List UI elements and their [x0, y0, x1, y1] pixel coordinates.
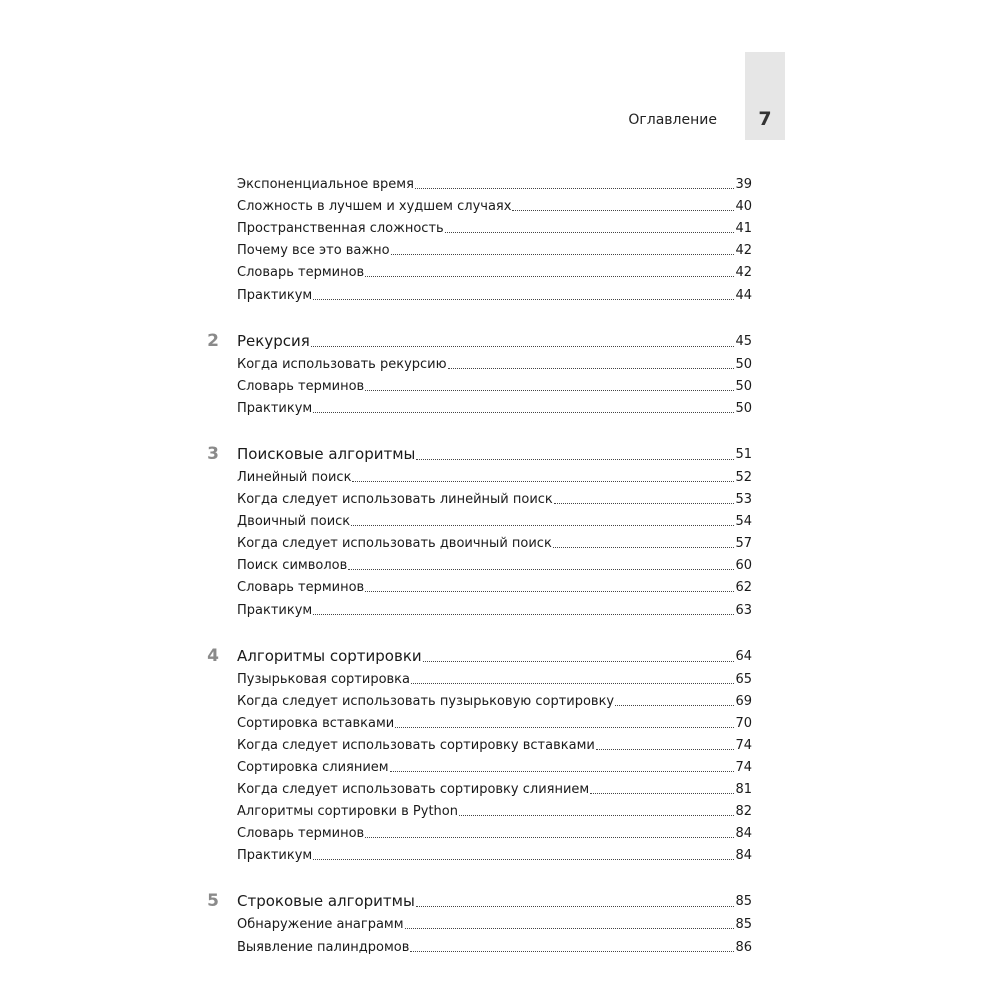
- toc-entry-page: 42: [735, 243, 752, 259]
- toc-entry-page: 39: [735, 177, 752, 193]
- dot-leader: [553, 547, 735, 548]
- toc-entry-page: 69: [735, 693, 752, 709]
- toc-entry-label: Сортировка вставками: [237, 715, 395, 731]
- chapter-title: Рекурсия: [237, 331, 310, 350]
- chapter-heading[interactable]: [200, 885, 752, 911]
- dot-leader: [365, 390, 734, 391]
- chapter-title: Строковые алгоритмы: [237, 892, 415, 911]
- dot-leader: [365, 276, 734, 277]
- dot-leader: [313, 859, 734, 860]
- chapter-number: 5: [207, 891, 219, 912]
- toc-entry[interactable]: [200, 395, 752, 417]
- toc-entry-page: 82: [735, 804, 752, 820]
- toc-entry[interactable]: [200, 464, 752, 486]
- dot-leader: [405, 928, 735, 929]
- toc-entry-label: Поиск символов: [237, 558, 348, 574]
- toc-entry-label: Практикум: [237, 400, 313, 416]
- dot-leader: [348, 569, 734, 570]
- toc-entry-page: 63: [735, 602, 752, 618]
- chapter-page: 45: [735, 333, 752, 349]
- toc-entry[interactable]: [200, 842, 752, 864]
- toc-entry[interactable]: [200, 281, 752, 303]
- toc-entry-page: 57: [735, 536, 752, 552]
- toc-entry-label: Когда следует использовать сортировку вставками: [237, 737, 595, 753]
- toc-entry[interactable]: [200, 373, 752, 395]
- toc-entry-label: Практикум: [237, 602, 313, 618]
- toc-entry-label: Сортировка слиянием: [237, 759, 389, 775]
- chapter-number: 3: [207, 443, 219, 464]
- toc-entry-page: 85: [735, 917, 752, 933]
- dot-leader: [410, 951, 734, 952]
- page-number: 7: [758, 108, 772, 130]
- chapter-heading[interactable]: [200, 640, 752, 666]
- toc-entry-page: 84: [735, 848, 752, 864]
- toc-entry-label: Двоичный поиск: [237, 514, 351, 530]
- toc-entry[interactable]: [200, 171, 752, 193]
- toc-entry[interactable]: [200, 688, 752, 710]
- toc-entry-label: Экспоненциальное время: [237, 177, 414, 193]
- dot-leader: [596, 749, 735, 750]
- dot-leader: [313, 412, 734, 413]
- toc-entry[interactable]: [200, 508, 752, 530]
- toc-entry-label: Практикум: [237, 848, 313, 864]
- dot-leader: [390, 771, 735, 772]
- toc-entry-page: 84: [735, 826, 752, 842]
- chapter-page: 64: [735, 648, 752, 664]
- toc-entry-label: Обнаружение анаграмм: [237, 917, 404, 933]
- chapter-heading[interactable]: [200, 438, 752, 464]
- dot-leader: [365, 591, 734, 592]
- chapter-title: Алгоритмы сортировки: [237, 646, 422, 665]
- dot-leader: [411, 683, 734, 684]
- toc-entry[interactable]: [200, 351, 752, 373]
- toc-entry-label: Пространственная сложность: [237, 221, 444, 237]
- toc-entry-label: Выявление палиндромов: [237, 939, 410, 955]
- dot-leader: [311, 346, 735, 347]
- toc-entry[interactable]: [200, 259, 752, 281]
- toc-entry-page: 40: [735, 199, 752, 215]
- toc-entry-label: Когда следует использовать сортировку слиянием: [237, 782, 590, 798]
- toc-entry-page: 50: [735, 378, 752, 394]
- toc-entry[interactable]: [200, 193, 752, 215]
- toc-entry[interactable]: [200, 911, 752, 933]
- dot-leader: [391, 254, 735, 255]
- dot-leader: [512, 210, 734, 211]
- toc-entry[interactable]: [200, 710, 752, 732]
- dot-leader: [590, 793, 734, 794]
- toc-entry-page: 52: [735, 469, 752, 485]
- chapter-title: Поисковые алгоритмы: [237, 444, 416, 463]
- toc-entry-label: Практикум: [237, 287, 313, 303]
- toc-entry[interactable]: [200, 530, 752, 552]
- toc-entry-label: Сложность в лучшем и худшем случаях: [237, 199, 512, 215]
- dot-leader: [554, 503, 735, 504]
- toc-entry[interactable]: [200, 798, 752, 820]
- chapter-number: 2: [207, 330, 219, 351]
- dot-leader: [415, 188, 735, 189]
- toc-entry[interactable]: [200, 776, 752, 798]
- toc-entry-page: 41: [735, 221, 752, 237]
- toc-entry[interactable]: [200, 596, 752, 618]
- toc-entry-label: Словарь терминов: [237, 580, 365, 596]
- dot-leader: [313, 614, 734, 615]
- dot-leader: [416, 906, 735, 907]
- toc-entry-label: Когда следует использовать линейный поиск: [237, 492, 553, 508]
- toc-entry-label: Словарь терминов: [237, 378, 365, 394]
- toc-entry-label: Почему все это важно: [237, 243, 390, 259]
- toc-entry-page: 81: [735, 782, 752, 798]
- dot-leader: [615, 705, 734, 706]
- toc-entry-page: 50: [735, 400, 752, 416]
- toc-entry-label: Когда следует использовать пузырьковую сортировку: [237, 693, 615, 709]
- toc-entry[interactable]: [200, 933, 752, 955]
- toc-entry[interactable]: [200, 732, 752, 754]
- dot-leader: [365, 837, 734, 838]
- toc-entry-page: 42: [735, 265, 752, 281]
- chapter-number: 4: [207, 645, 219, 666]
- dot-leader: [416, 459, 734, 460]
- toc-entry-page: 44: [735, 287, 752, 303]
- toc-entry-page: 65: [735, 671, 752, 687]
- toc-entry-page: 50: [735, 356, 752, 372]
- toc-entry-label: Словарь терминов: [237, 265, 365, 281]
- toc-entry-page: 74: [735, 759, 752, 775]
- dot-leader: [448, 368, 735, 369]
- toc-entry-label: Когда следует использовать двоичный поиск: [237, 536, 552, 552]
- toc-entry-label: Пузырьковая сортировка: [237, 671, 411, 687]
- table-of-contents: [200, 171, 752, 956]
- chapter-page: 51: [735, 446, 752, 462]
- dot-leader: [352, 481, 734, 482]
- chapter-heading[interactable]: [200, 325, 752, 351]
- toc-entry-page: 70: [735, 715, 752, 731]
- toc-entry-label: Словарь терминов: [237, 826, 365, 842]
- chapter-page: 85: [735, 894, 752, 910]
- toc-entry-label: Когда использовать рекурсию: [237, 356, 447, 372]
- toc-entry-page: 54: [735, 514, 752, 530]
- dot-leader: [313, 299, 734, 300]
- toc-entry[interactable]: [200, 486, 752, 508]
- toc-entry-label: Алгоритмы сортировки в Python: [237, 804, 458, 820]
- toc-entry-page: 60: [735, 558, 752, 574]
- dot-leader: [445, 232, 735, 233]
- toc-entry-page: 74: [735, 737, 752, 753]
- page-number-tab: [745, 52, 785, 140]
- dot-leader: [459, 815, 734, 816]
- dot-leader: [395, 727, 734, 728]
- toc-entry-page: 53: [735, 492, 752, 508]
- toc-entry-page: 62: [735, 580, 752, 596]
- toc-entry[interactable]: [200, 666, 752, 688]
- toc-entry-page: 86: [735, 939, 752, 955]
- dot-leader: [351, 525, 734, 526]
- running-header-title: Оглавление: [628, 112, 717, 128]
- toc-entry[interactable]: [200, 237, 752, 259]
- toc-entry[interactable]: [200, 552, 752, 574]
- toc-entry[interactable]: [200, 754, 752, 776]
- dot-leader: [423, 661, 735, 662]
- toc-entry[interactable]: [200, 574, 752, 596]
- toc-entry[interactable]: [200, 215, 752, 237]
- toc-entry-label: Линейный поиск: [237, 469, 352, 485]
- toc-entry[interactable]: [200, 820, 752, 842]
